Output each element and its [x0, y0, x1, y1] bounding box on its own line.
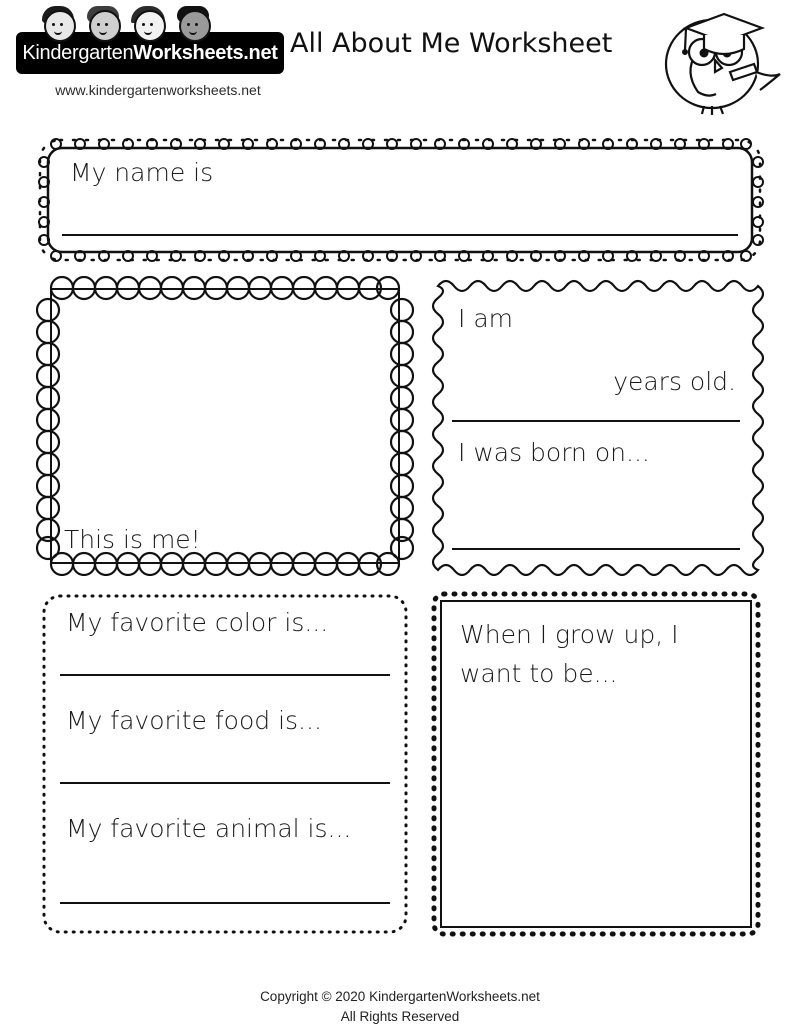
- favorite-food-line[interactable]: [60, 782, 390, 784]
- favorite-animal-line[interactable]: [60, 902, 390, 904]
- four-kids-icon: [38, 6, 213, 50]
- rights-text: All Rights Reserved: [340, 1008, 460, 1024]
- logo-text-light: Kindergarten: [22, 41, 134, 64]
- name-prompt-label: My name is: [70, 158, 214, 187]
- site-url: www.kindergartenworksheets.net: [55, 82, 261, 98]
- row-photo-age: [36, 276, 764, 576]
- row-favorites-growup: [36, 588, 764, 940]
- age-input-line[interactable]: [452, 420, 740, 422]
- bead-border: [36, 136, 764, 264]
- grow-up-section[interactable]: [428, 588, 764, 940]
- name-input-line[interactable]: [62, 234, 738, 236]
- graduate-owl-icon: [634, 2, 784, 120]
- age-prompt-label: I am: [458, 304, 513, 333]
- grow-up-prompt-label: When I grow up, I want to be...: [460, 620, 679, 688]
- logo-text-bold: Worksheets.net: [133, 41, 278, 64]
- favorites-section[interactable]: [36, 588, 414, 940]
- favorite-animal-label: My favorite animal is...: [66, 814, 352, 843]
- dotted-border: [36, 588, 414, 940]
- copyright-text: Copyright © 2020 KindergartenWorksheets.net: [260, 988, 540, 1004]
- favorite-food-label: My favorite food is...: [66, 706, 322, 735]
- birthday-input-line[interactable]: [452, 548, 740, 550]
- favorite-color-label: My favorite color is...: [66, 608, 329, 637]
- page-header: [0, 0, 800, 130]
- age-unit-label: years old.: [613, 367, 736, 396]
- worksheet-body: [36, 136, 764, 940]
- grow-up-answer-area[interactable]: [440, 600, 752, 928]
- photo-caption-label: This is me!: [64, 525, 201, 554]
- page-footer: [0, 987, 800, 1028]
- page-title: All About Me Worksheet: [290, 28, 613, 59]
- this-is-me-section[interactable]: [36, 276, 414, 576]
- birthday-prompt-label: I was born on...: [458, 438, 650, 467]
- favorite-color-line[interactable]: [60, 674, 390, 676]
- name-section[interactable]: [36, 136, 764, 264]
- age-birthday-section[interactable]: [428, 276, 764, 576]
- photo-drawing-area[interactable]: [50, 288, 400, 564]
